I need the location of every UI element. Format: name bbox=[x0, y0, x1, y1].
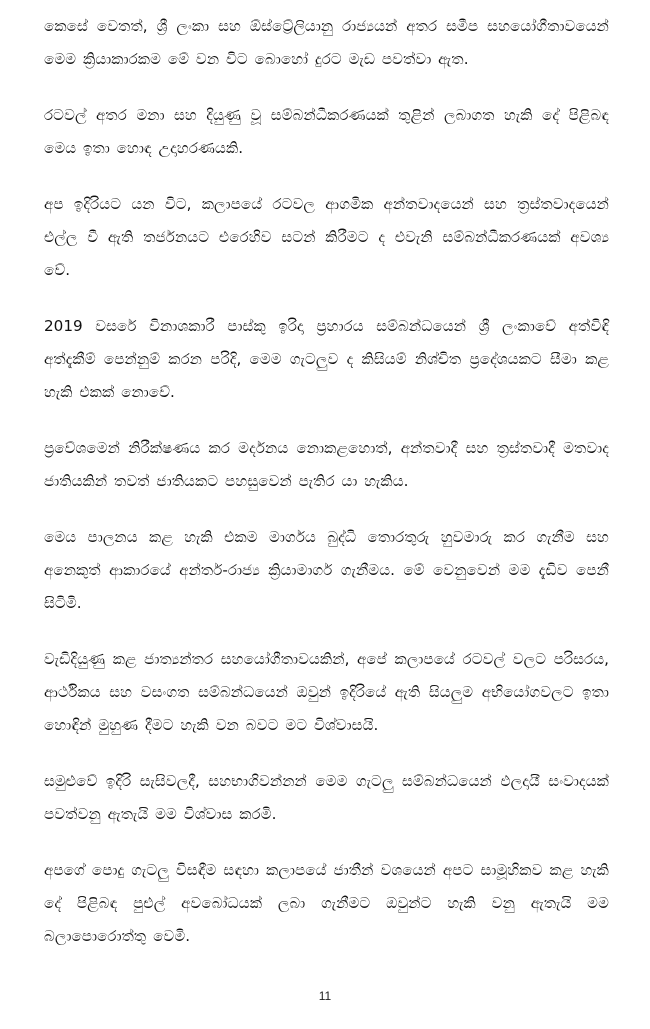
paragraph-2: රටවල් අතර මනා සහ දියුණු වූ සම්බන්ධීකරණයක් තුළින් ලබාගත හැකි දේ පිළිබඳ මෙය ඉතා හොඳ උදාහරණයකි. bbox=[44, 106, 609, 157]
paragraph-8: සමුළුවේ ඉදිරි සැසිවලදී, සහභාගිවන්නන් මෙම ගැටලු සම්බන්ධයෙන් ඵලදායී සංවාදයක් පවත්වනු ඇතැයි මම විශ්වාස කරමි. bbox=[44, 772, 609, 823]
paragraph-5: ප්‍රවේශමෙන් නිරීක්ෂණය කර මර්දනය නොකළහොත්, අන්තවාදී සහ ත්‍රස්තවාදී මතවාද ජාතියකින් තවත් ජාතියකට පහසුවෙන් පැතිර යා හැකිය. bbox=[44, 439, 609, 490]
paragraph-3: අප ඉදිරියට යන විට, කලාපයේ රටවල ආගමික අන්තවාදයෙන් සහ ත්‍රස්තවාදයෙන් එල්ල වී ඇති තර්ජනයට එරෙහිව සටන් කිරීමට ද එවැනි සම්බන්ධීකරණයක් අවශ්‍ය වේ. bbox=[44, 195, 609, 279]
paragraph-1: කෙසේ වෙතත්, ශ්‍රී ලංකා සහ ඕස්ට්‍රේලියානු රාජ්‍යයන් අතර සමීප සහයෝගීතාවයෙන් මෙම ක්‍රියාකාරකම මේ වන විට බොහෝ දුරට මැඩ පවත්වා ඇත. bbox=[44, 17, 609, 68]
paragraph-4: 2019 වසරේ විනාශකාරී පාස්කු ඉරිදා ප්‍රහාරය සම්බන්ධයෙන් ශ්‍රී ලංකාවේ අත්විඳි අත්දැකීම් පෙන්නුම් කරන පරිදි, මෙම ගැටලුව ද කිසියම් නිශ්චිත ප්‍රදේශයකට සීමා කළ හැකි එකක් නොවේ. bbox=[44, 317, 609, 401]
page-number: 11 bbox=[318, 989, 332, 1003]
paragraph-7: වැඩිදියුණු කළ ජාත්‍යන්තර සහයෝගීතාවයකින්, අපේ කලාපයේ රටවල් වලට පරිසරය, ආර්ථිකය සහ වසංගත සම්බන්ධයෙන් ඔවුන් ඉදිරියේ ඇති සියලුම අභියෝගවලට ඉතා හොඳින් මුහුණ දීමට හැකි වන බවට මට විශ්වාසයි. bbox=[44, 650, 609, 734]
document-body bbox=[44, 10, 609, 976]
paragraph-6: මෙය පාලනය කළ හැකි එකම මාර්ගය බුද්ධි තොරතුරු හුවමාරු කර ගැනීම සහ අනෙකුත් ආකාරයේ අන්තර්-රාජ්‍ය ක්‍රියාමාර්ග ගැනීමය. මේ වෙනුවෙන් මම දැඩිව පෙනී සිටිමි. bbox=[44, 528, 609, 612]
paragraph-9: අපගේ පොදු ගැටලු විසඳීම සඳහා කලාපයේ ජාතීන් වශයෙන් අපට සාමූහිකව කළ හැකි දේ පිළිබඳ පුළුල් අවබෝධයක් ලබා ගැනීමට ඔවුන්ට හැකි වනු ඇතැයි මම බලාපොරොත්තු වෙමි. bbox=[44, 861, 609, 945]
